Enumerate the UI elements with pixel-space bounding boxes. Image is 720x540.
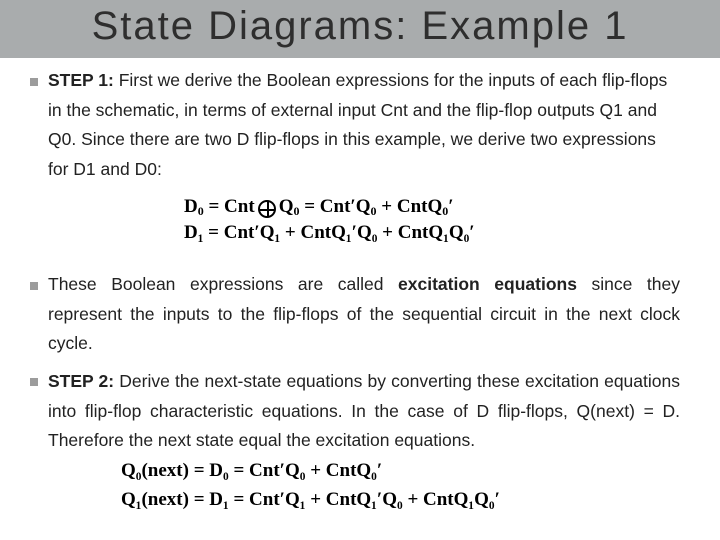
slide-title: State Diagrams: Example 1 — [91, 4, 629, 48]
excitation-equations — [178, 190, 516, 264]
bullet-marker — [30, 282, 38, 290]
next-state-equations — [117, 453, 579, 521]
step2-text: Derive the next-state equations by converting these excitation equations into flip-flop characteristic equations. In the case of D flip-flops, Q(next) = D. Therefore the next state equal the excitation equations. — [48, 371, 680, 450]
bullet-step1 — [48, 66, 680, 184]
bullet-marker — [30, 78, 38, 86]
step2-label: STEP 2: — [48, 371, 115, 391]
equation-d1: D₁ = Cnt′Q₁ + CntQ₁′Q₀ + CntQ₁Q₀′ — [184, 222, 475, 243]
bullet-marker — [30, 378, 38, 386]
equation-q0-next: Q₀(next) = D₀ = Cnt′Q₀ + CntQ₀′ — [121, 460, 383, 481]
equation-q1-next: Q₁(next) = D₁ = Cnt′Q₁ + CntQ₁′Q₀ + CntQ₁Q₀′ — [121, 489, 500, 510]
step1-label: STEP 1: — [48, 70, 114, 90]
excitation-term: excitation equations — [398, 274, 577, 294]
equation-d0: $D_0$ = Cnt $Q_0 = Cnt'Q_0$ + CntQ$_0$′ — [184, 196, 454, 218]
bullet-step2 — [48, 367, 680, 456]
step1-text: First we derive the Boolean expressions for the inputs of each flip-flops in the schematic, in terms of external input Cnt and the flip-flop outputs Q1 and Q0. Since there are two D flip-flops in this example, we derive two expressions for D1 and D0: — [48, 70, 668, 179]
bullet-excitation: These Boolean expressions are called excitation equations since they represent the inputs to the flip-flops of the sequential circuit in the next clock cycle. — [48, 274, 680, 353]
xor-icon — [258, 200, 276, 218]
